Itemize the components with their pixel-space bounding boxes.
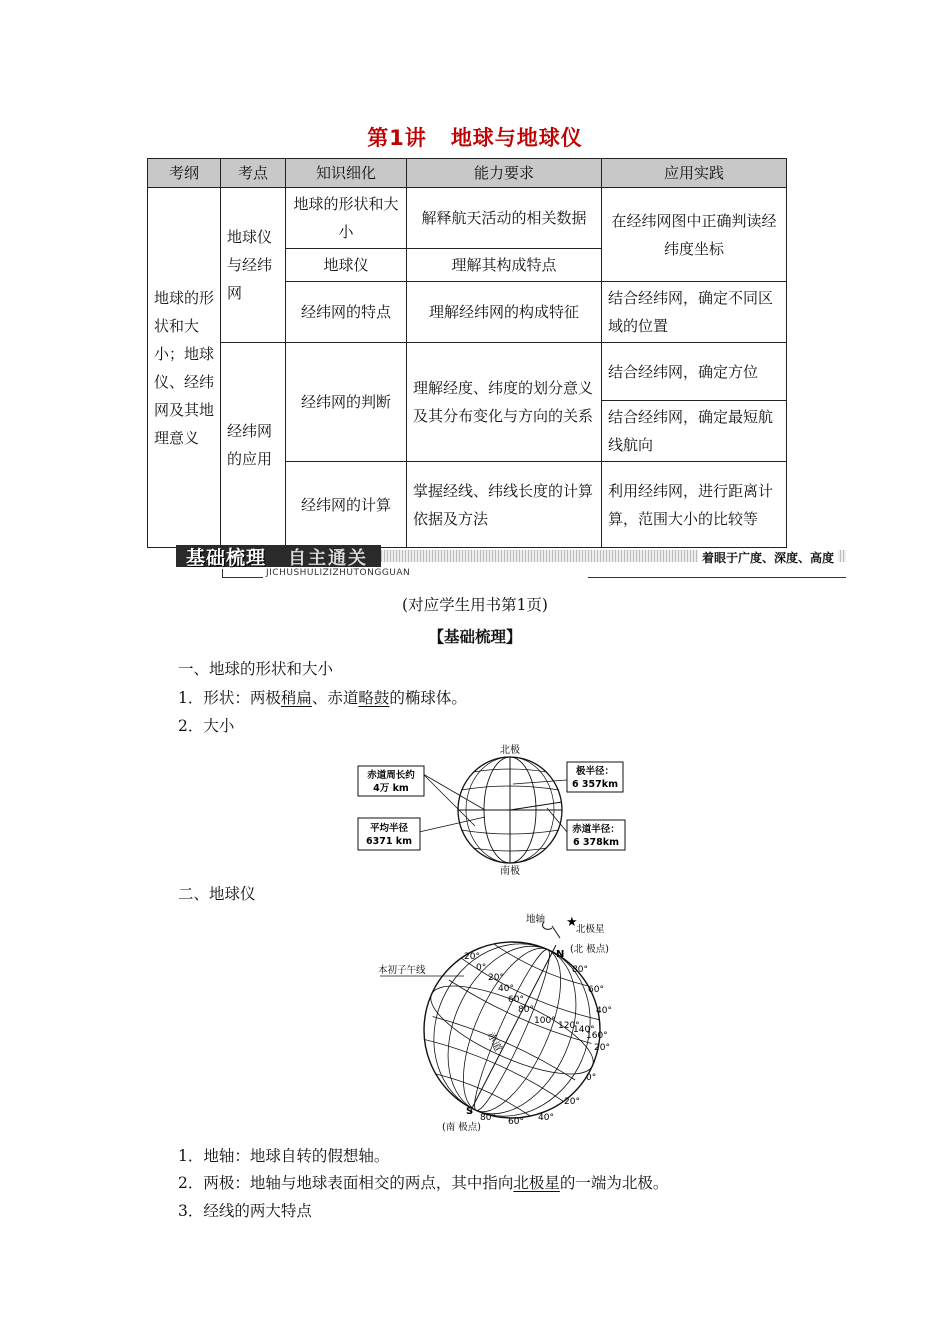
prime-meridian-label: 本初子午线 <box>378 965 426 976</box>
banner-line <box>588 577 846 578</box>
lon-label: 20° <box>464 952 480 962</box>
ability-cell: 理解经纬网的构成特征 <box>407 282 602 343</box>
banner-right: 着眼于广度、深度、高度 <box>698 549 838 566</box>
lon-label: 20° <box>488 973 504 983</box>
lat-label: 0° <box>586 1073 597 1083</box>
lon-label: 0° <box>476 963 487 973</box>
header-cell: 考纲 <box>148 159 221 188</box>
ability-cell: 理解其构成特点 <box>407 249 602 282</box>
ability-cell: 解释航天活动的相关数据 <box>407 188 602 249</box>
lon-label: 80° <box>518 1005 534 1015</box>
lat-label: 40° <box>538 1113 554 1123</box>
s-label: S <box>466 1106 474 1117</box>
practice-cell: 利用经纬网，进行距离计算，范围大小的比较等 <box>602 462 787 548</box>
polaris-label: 北极星 <box>576 924 605 935</box>
item-shape <box>178 686 467 708</box>
underlined-answer: 北极星 <box>513 1174 560 1192</box>
equator-radius-label: 赤道半径： <box>572 824 620 835</box>
south-pole-label: 南极 <box>500 866 520 877</box>
banner-pinyin: JICHUSHULIZIZHUTONGGUAN <box>266 568 411 578</box>
equator-circumference-value: 4万 km <box>373 783 409 794</box>
banner-sub: 自主通关 <box>288 548 368 569</box>
lat-label: 80° <box>572 965 588 975</box>
lon-label: 40° <box>498 984 514 994</box>
section-banner <box>176 541 846 581</box>
item-size: 2．大小 <box>178 717 235 735</box>
lat-label: 20° <box>594 1043 610 1053</box>
earth-size-figure <box>355 742 630 877</box>
table-row <box>148 343 787 401</box>
syllabus-table <box>147 158 787 548</box>
underlined-answer: 略鼓 <box>358 689 390 707</box>
lon-label: 140° <box>573 1025 595 1035</box>
table-row <box>148 188 787 249</box>
lecture-number: 第1讲 <box>367 126 427 150</box>
north-pole-label: (北 极点) <box>570 944 609 955</box>
text: 1．形状：两极 <box>178 689 281 707</box>
lecture-topic: 地球与地球仪 <box>450 126 583 150</box>
heading-globe: 二、地球仪 <box>178 885 256 903</box>
text: 的一端为北极。 <box>559 1174 669 1192</box>
lon-label: 120° <box>558 1021 580 1031</box>
polar-radius-label: 极半径： <box>575 766 615 777</box>
n-label: N <box>556 949 565 960</box>
lon-label: 60° <box>508 995 524 1005</box>
axis-label: 地轴 <box>526 914 546 925</box>
syllabus-cell: 地球的形状和大小；地球仪、经纬网及其地理意义 <box>148 188 221 548</box>
para-axis: 1．地轴：地球自转的假想轴。 <box>178 1147 390 1165</box>
practice-cell: 结合经纬网，确定方位 <box>602 343 787 401</box>
underlined-answer: 稍扁 <box>280 689 312 707</box>
ability-cell: 掌握经线、纬线长度的计算依据及方法 <box>407 462 602 548</box>
practice-cell: 在经纬网图中正确判读经纬度坐标 <box>602 188 787 282</box>
polar-radius-value: 6 357km <box>572 779 618 790</box>
lat-label: 20° <box>564 1097 580 1107</box>
practice-cell: 结合经纬网，确定最短航线航向 <box>602 401 787 462</box>
text: 、赤道 <box>311 689 359 707</box>
lat-label: 60° <box>588 985 604 995</box>
mean-radius-value: 6371 km <box>366 836 412 847</box>
lat-label: 60° <box>508 1117 524 1127</box>
knowledge-cell: 经纬网的特点 <box>286 282 407 343</box>
banner-line <box>222 569 263 578</box>
section-label: 【基础梳理】 <box>428 628 522 646</box>
table-header-row <box>148 159 787 188</box>
knowledge-cell: 经纬网的计算 <box>286 462 407 548</box>
page-reference: (对应学生用书第1页) <box>402 596 548 614</box>
lat-label: 40° <box>596 1006 612 1016</box>
lecture-title <box>0 122 950 152</box>
header-cell: 知识细化 <box>286 159 407 188</box>
header-cell: 能力要求 <box>407 159 602 188</box>
header-cell: 考点 <box>221 159 286 188</box>
globe-figure <box>376 912 626 1137</box>
mean-radius-label: 平均半径 <box>369 823 409 834</box>
north-pole-label: 北极 <box>500 745 520 756</box>
south-pole-label: (南 极点) <box>442 1122 481 1133</box>
equator-label: 赤道 <box>484 1030 504 1054</box>
practice-cell: 结合经纬网，确定不同区域的位置 <box>602 282 787 343</box>
lon-label: 160° <box>586 1031 608 1041</box>
ability-cell: 理解经度、纬度的划分意义及其分布变化与方向的关系 <box>407 343 602 462</box>
para-poles <box>178 1171 668 1193</box>
lat-label: 80° <box>480 1113 496 1123</box>
text: 2．两极：地轴与地球表面相交的两点，其中指向 <box>178 1174 514 1192</box>
equator-radius-value: 6 378km <box>573 837 619 848</box>
point-cell: 经纬网的应用 <box>221 343 286 548</box>
knowledge-cell: 地球的形状和大小 <box>286 188 407 249</box>
knowledge-cell: 地球仪 <box>286 249 407 282</box>
heading-shape-size: 一、地球的形状和大小 <box>178 660 334 678</box>
lon-label: 100° <box>534 1016 556 1026</box>
banner-main: 基础梳理 <box>186 547 267 569</box>
para-meridian: 3．经线的两大特点 <box>178 1202 312 1220</box>
equator-circumference-label: 赤道周长约 <box>367 770 415 781</box>
knowledge-cell: 经纬网的判断 <box>286 343 407 462</box>
point-cell: 地球仪与经纬网 <box>221 188 286 343</box>
svg-text:★: ★ <box>566 915 578 930</box>
text: 的椭球体。 <box>389 689 467 707</box>
header-cell: 应用实践 <box>602 159 787 188</box>
